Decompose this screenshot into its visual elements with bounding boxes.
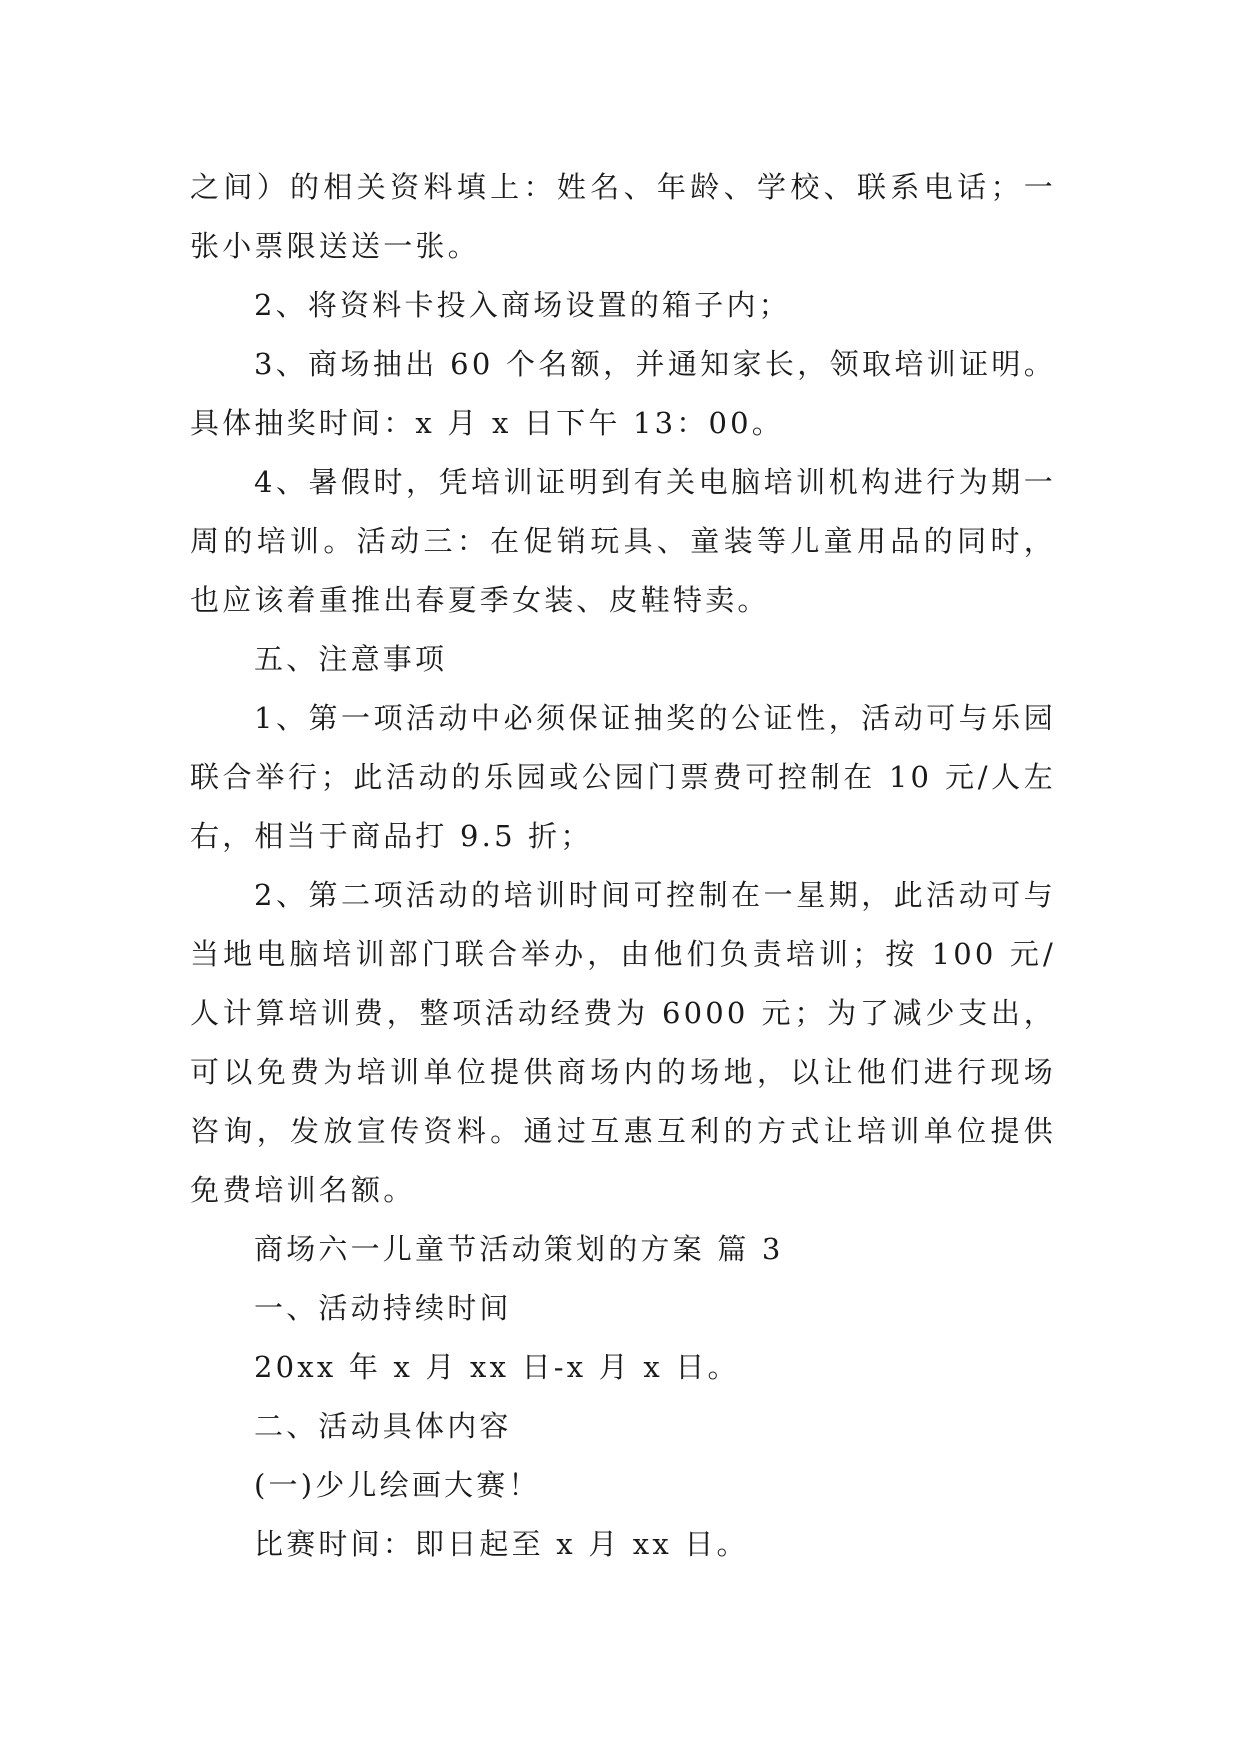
paragraph-note-1: 1、第一项活动中必须保证抽奖的公证性，活动可与乐园联合举行；此活动的乐园或公园门票费可控制在 10 元/人左右，相当于商品打 9.5 折； [190, 701, 1056, 853]
document-page [190, 158, 1056, 1574]
section-heading-duration: 一、活动持续时间 [254, 1291, 512, 1325]
paragraph-4: 4、暑假时，凭培训证明到有关电脑培训机构进行为期一周的培训。活动三：在促销玩具、童装等儿童用品的同时，也应该着重推出春夏季女装、皮鞋特卖。 [190, 465, 1056, 617]
article-title-part-3: 商场六一儿童节活动策划的方案 篇 3 [254, 1232, 784, 1266]
paragraph-1: 之间）的相关资料填上：姓名、年龄、学校、联系电话；一张小票限送送一张。 [190, 170, 1056, 263]
paragraph-2: 2、将资料卡投入商场设置的箱子内； [254, 288, 791, 322]
paragraph-note-2: 2、第二项活动的培训时间可控制在一星期，此活动可与当地电脑培训部门联合举办，由他们负责培训；按 100 元/人计算培训费，整项活动经费为 6000 元；为了减少支出，可以免费为培训单位提供商场内的场地，以让他们进行现场咨询，发放宣传资料。通过互惠互利的方式让培训单位提供免费培训名额。 [190, 878, 1056, 1207]
paragraph-date-range: 20xx 年 x 月 xx 日-x 月 x 日。 [254, 1350, 740, 1384]
subheading-drawing-contest: (一)少儿绘画大赛！ [254, 1468, 541, 1502]
section-heading-notes: 五、注意事项 [254, 642, 448, 676]
section-heading-content: 二、活动具体内容 [254, 1409, 512, 1443]
paragraph-contest-time: 比赛时间：即日起至 x 月 xx 日。 [254, 1527, 749, 1561]
paragraph-3: 3、商场抽出 60 个名额，并通知家长，领取培训证明。具体抽奖时间：x 月 x 日下午 13：00。 [190, 347, 1056, 440]
